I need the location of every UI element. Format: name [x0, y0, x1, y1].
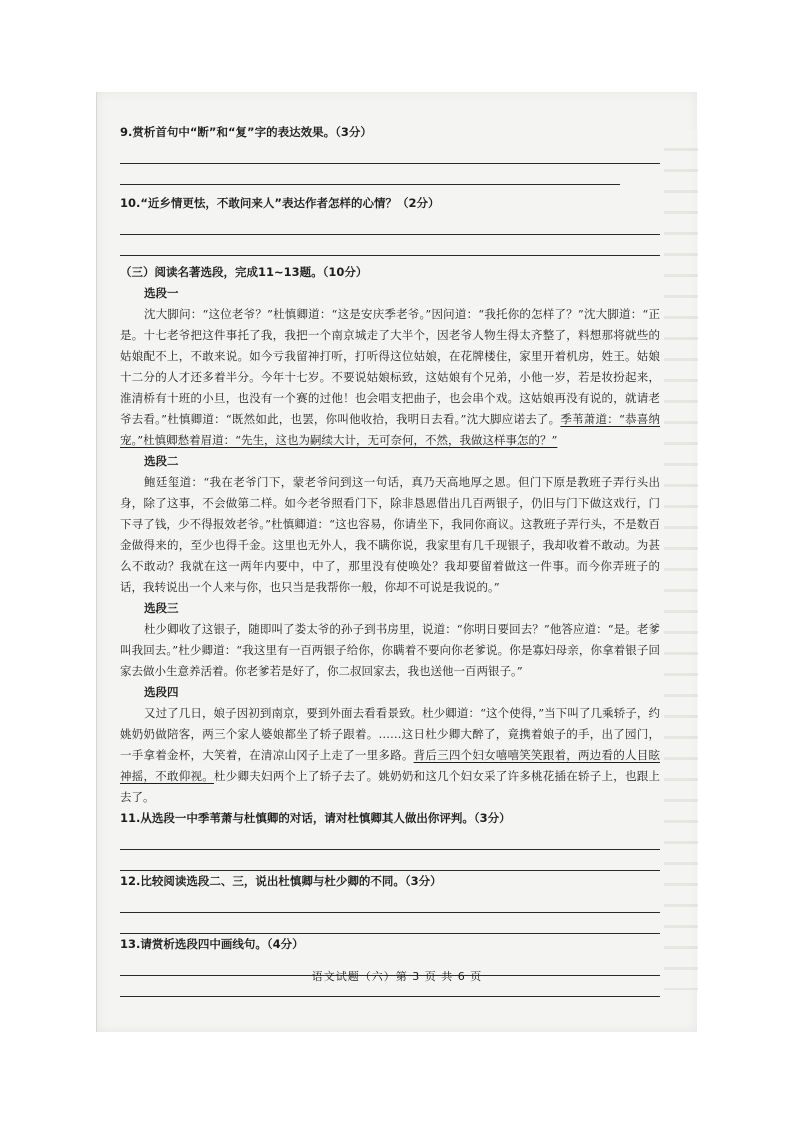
bleed-through-shadow	[664, 130, 698, 990]
answer-line[interactable]	[120, 214, 660, 235]
passage-1-underlined: 季苇萧道：“恭喜纳宠。”杜慎卿愁着眉道：“先生，这也为嗣续大计，无可奈何，不然，我做这样事怎的？”	[120, 412, 660, 447]
answer-line[interactable]	[120, 892, 660, 913]
answer-line[interactable]	[120, 143, 660, 164]
answer-line[interactable]	[120, 164, 620, 185]
passage-3-text: 杜少卿收了这银子，随即叫了娄太爷的孙子到书房里，说道：“你明日要回去？”他答应道：“是。老爹叫我回去。”杜少卿道：“我这里有一百两银子给你，你瞒着不要向你老爹说。你是寡妇母亲，你拿着银子回家去做小生意养活着。你老爹若是好了，你二叔回家去，我也送他一百两银子。”	[120, 622, 660, 678]
question-10: 10.“近乡情更怯，不敢问来人”表达作者怎样的心情？（2分）	[120, 196, 440, 210]
passage-1-text	[120, 304, 660, 451]
section-3-title: （三）阅读名著选段，完成11~13题。（10分）	[120, 265, 368, 279]
passage-4-underlined: 背后三四个妇女嘻嘻笑笑跟着，两边看的人目眩神摇，不敢仰视。	[120, 748, 660, 783]
question-9: 9.赏析首句中“断”和“复”字的表达效果。（3分）	[120, 125, 372, 139]
passage-4-end: 杜少卿夫妇两个上了轿子去了。姚奶奶和这几个妇女采了许多桃花插在轿子上，也跟上去了。	[120, 769, 661, 804]
answer-line[interactable]	[120, 235, 660, 256]
answer-line[interactable]	[120, 913, 660, 934]
exam-content	[120, 122, 660, 997]
passage-4-body: 又过了几日，娘子因初到南京，要到外面去看看景致。杜少卿道：“这个使得，”当下叫了几乘轿子，约姚奶奶做陪客，两三个家人婆娘都坐了轿子跟着。……这日杜少卿大醉了，竟携着娘子的手，出了园门，一手拿着金杯，大笑着，在清凉山冈子上走了一里多路。	[120, 706, 660, 762]
answer-line[interactable]	[120, 829, 660, 850]
passage-1-body: 沈大脚问：“这位老爷？”杜慎卿道：“这是安庆季老爷。”因问道：“我托你的怎样了？”沈大脚道：“正是。十七老爷把这件事托了我，我把一个南京城走了大半个，因老爷人物生得太齐整了，料想那将就些的姑娘配不上，不敢来说。如今亏我留神打听，打听得这位姑娘，在花牌楼住，家里开着机房，姓王。姑娘十二分的人才还多着半分。今年十七岁。不要说姑娘标致，这姑娘有个兄弟，小他一岁，若是妆扮起来，淮清桥有十班的小旦，也没有一个赛的过他！也会唱支把曲子，也会串个戏。这姑娘再没有说的，就请老爷去看。”杜慎卿道：“既然如此，也罢，你叫他收拾，我明日去看。”沈大脚应诺去了。	[120, 307, 660, 426]
page-footer: 语文试题（六）第 3 页 共 6 页	[311, 970, 483, 983]
question-12: 12.比较阅读选段二、三，说出杜慎卿与杜少卿的不同。（3分）	[120, 874, 442, 888]
passage-2-text: 鲍廷玺道：“我在老爷门下，蒙老爷问到这一句话，真乃天高地厚之恩。但门下原是教班子弄行头出身，除了这事，不会做第二样。如今老爷照看门下，除非恳恩借出几百两银子，仍旧与门下做这戏行，门下寻了钱，少不得报效老爷。”杜慎卿道：“这也容易，你请坐下，我同你商议。这教班子弄行头，不是数百金做得来的，至少也得千金。这里也无外人，我不瞒你说，我家里有几千现银子，我却收着不敢动。为甚么不敢动？我就在这一两年内要中，中了，那里没有使唤处？我却要留着做这一件事。而今你弄班子的话，我转说出一个人来与你，也只当是我帮你一般，你却不可说是我说的。”	[120, 475, 660, 594]
question-13: 13.请赏析选段四中画线句。（4分）	[120, 937, 304, 951]
answer-line[interactable]	[120, 850, 660, 871]
passage-3-heading: 选段三	[144, 601, 179, 615]
question-11: 11.从选段一中季苇萧与杜慎卿的对话，请对杜慎卿其人做出你评判。（3分）	[120, 811, 511, 825]
passage-4-heading: 选段四	[144, 685, 179, 699]
passage-4-text	[120, 703, 660, 808]
passage-2-heading: 选段二	[144, 454, 179, 468]
passage-1-heading: 选段一	[144, 286, 179, 300]
